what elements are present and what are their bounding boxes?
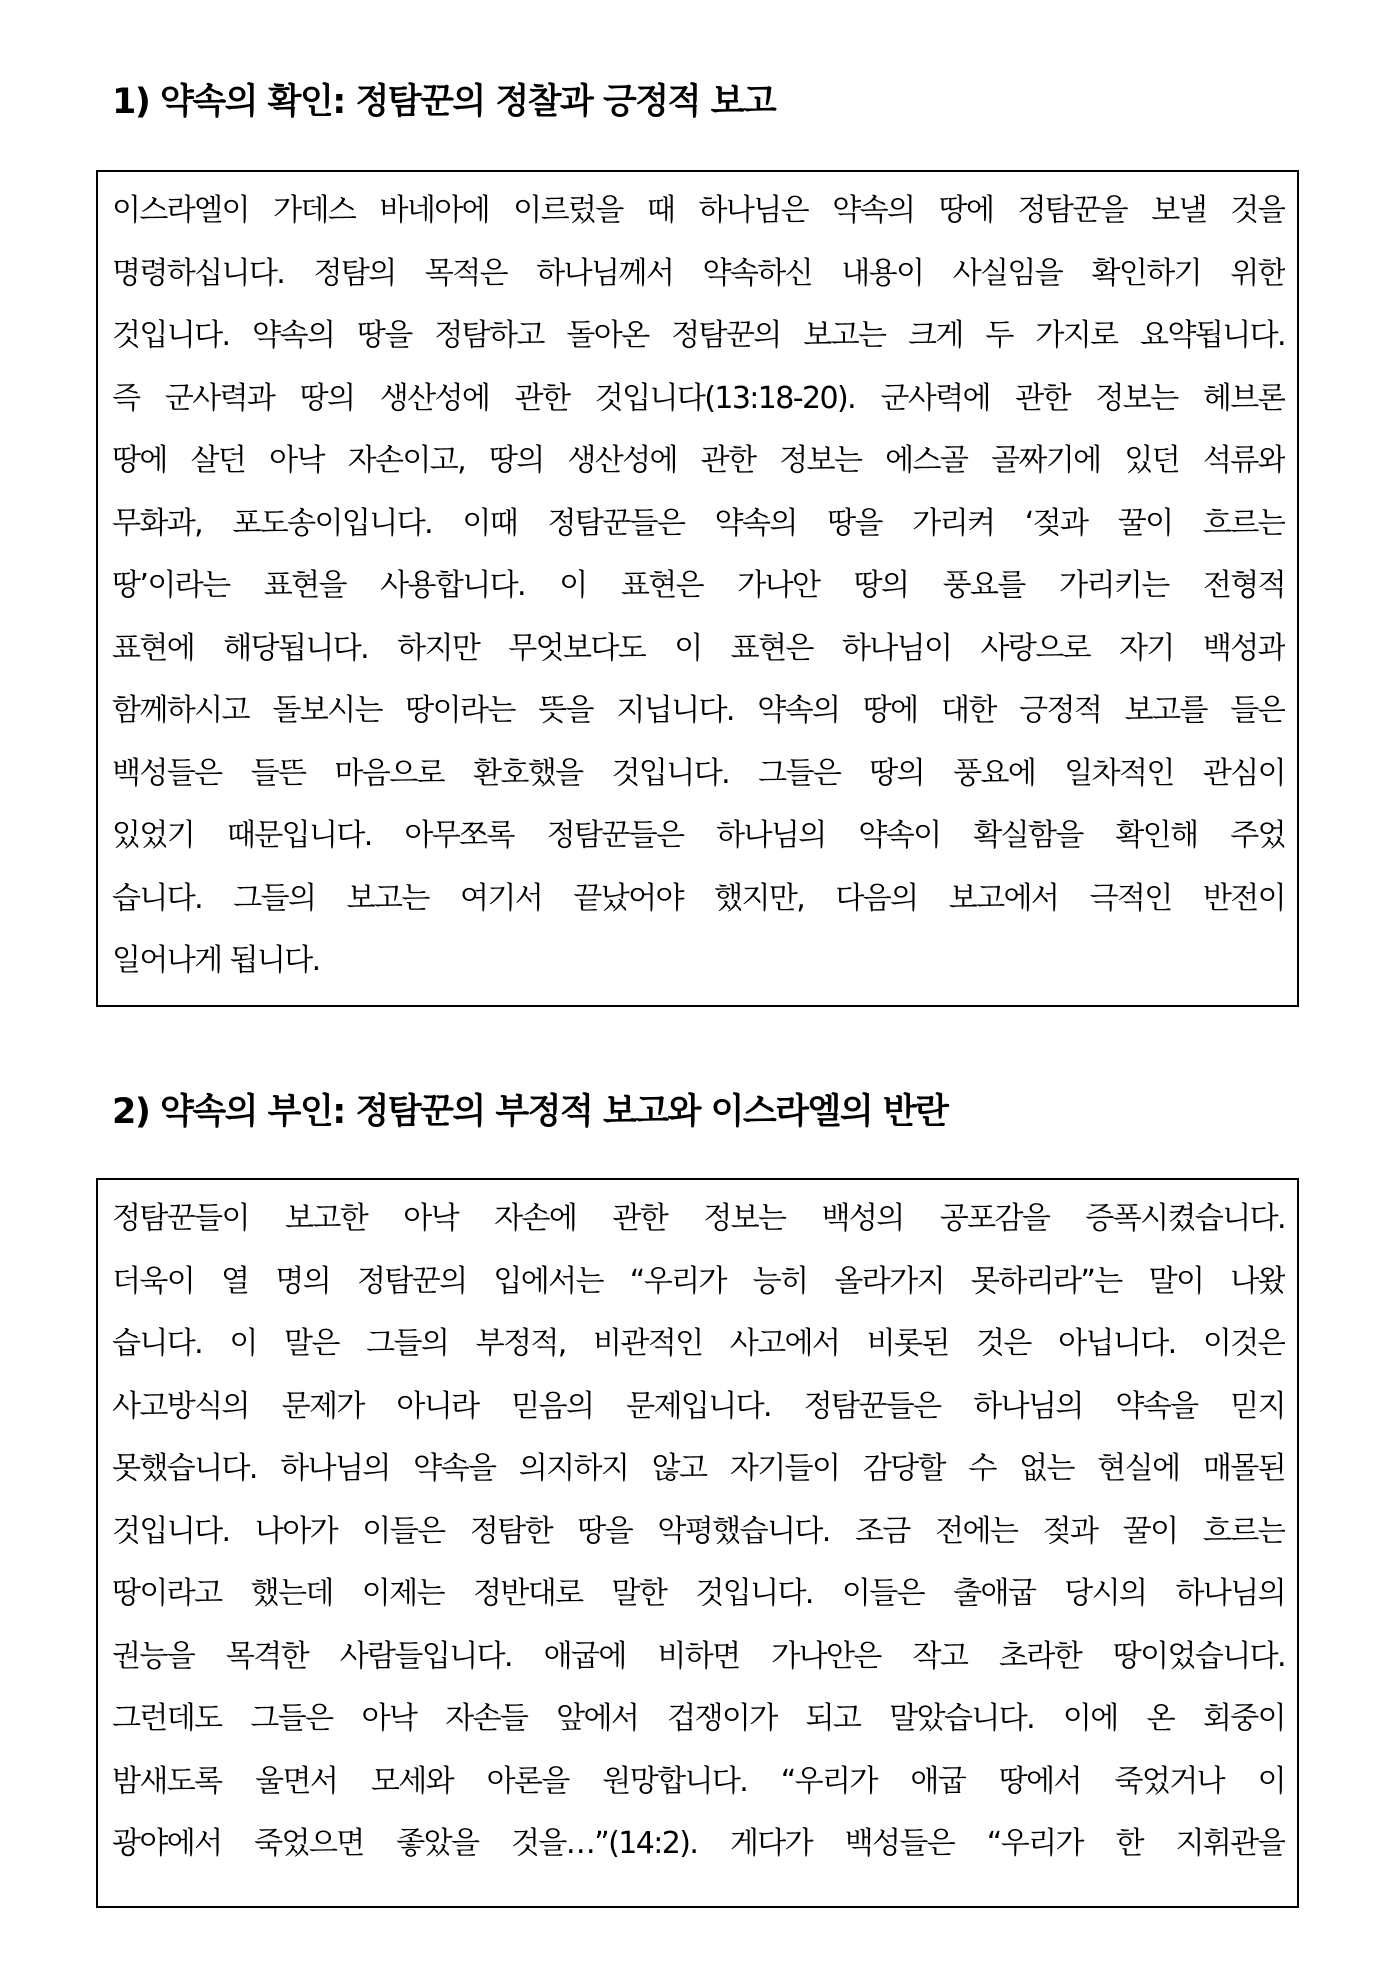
text-box-section-1 bbox=[96, 170, 1299, 1007]
paragraph-line: 사고방식의 문제가 아니라 믿음의 문제입니다. 정탐꾼들은 하나님의 약속을 믿지 bbox=[112, 1388, 1285, 1424]
paragraph-line: 무화과, 포도송이입니다. 이때 정탐꾼들은 약속의 땅을 가리켜 ‘젖과 꿀이 흐르는 bbox=[112, 505, 1285, 541]
paragraph-line: 땅이라고 했는데 이제는 정반대로 말한 것입니다. 이들은 출애굽 당시의 하나님의 bbox=[112, 1576, 1285, 1611]
paragraph-line: 땅’이라는 표현을 사용합니다. 이 표현은 가나안 땅의 풍요를 가리키는 전형적 bbox=[112, 568, 1285, 603]
section-title-promise-confirmation: 1) 약속의 확인: 정탐꾼의 정찰과 긍정적 보고 bbox=[112, 82, 776, 122]
paragraph-line: 권능을 목격한 사람들입니다. 애굽에 비하면 가나안은 작고 초라한 땅이었습니다. bbox=[112, 1638, 1285, 1674]
paragraph-line: 즉 군사력과 땅의 생산성에 관한 것입니다(13:18-20). 군사력에 관한 정보는 헤브론 bbox=[112, 380, 1285, 416]
paragraph-line: 백성들은 들뜬 마음으로 환호했을 것입니다. 그들은 땅의 풍요에 일차적인 관심이 bbox=[112, 755, 1285, 791]
section-title-promise-denial: 2) 약속의 부인: 정탐꾼의 부정적 보고와 이스라엘의 반란 bbox=[112, 1092, 948, 1132]
paragraph-line: 정탐꾼들이 보고한 아낙 자손에 관한 정보는 백성의 공포감을 증폭시켰습니다. bbox=[112, 1201, 1285, 1236]
paragraph-line: 못했습니다. 하나님의 약속을 의지하지 않고 자기들이 감당할 수 없는 현실에 매몰된 bbox=[112, 1451, 1285, 1486]
paragraph-line: 땅에 살던 아낙 자손이고, 땅의 생산성에 관한 정보는 에스골 골짜기에 있던 석류와 bbox=[112, 443, 1285, 478]
paragraph-line: 그런데도 그들은 아낙 자손들 앞에서 겁쟁이가 되고 말았습니다. 이에 온 회중이 bbox=[112, 1701, 1285, 1736]
paragraph-line: 습니다. 이 말은 그들의 부정적, 비관적인 사고에서 비롯된 것은 아닙니다. 이것은 bbox=[112, 1326, 1285, 1361]
paragraph-line: 광야에서 죽었으면 좋았을 것을…”(14:2). 게다가 백성들은 “우리가 한 지휘관을 bbox=[112, 1826, 1285, 1861]
paragraph-line: 표현에 해당됩니다. 하지만 무엇보다도 이 표현은 하나님이 사랑으로 자기 백성과 bbox=[112, 630, 1285, 666]
text-box-section-2 bbox=[96, 1178, 1299, 1908]
paragraph-line: 더욱이 열 명의 정탐꾼의 입에서는 “우리가 능히 올라가지 못하리라”는 말이 나왔 bbox=[112, 1263, 1285, 1299]
paragraph-line: 습니다. 그들의 보고는 여기서 끝났어야 했지만, 다음의 보고에서 극적인 반전이 bbox=[112, 880, 1285, 916]
paragraph-line: 이스라엘이 가데스 바네아에 이르렀을 때 하나님은 약속의 땅에 정탐꾼을 보낼 것을 bbox=[112, 193, 1285, 228]
paragraph-line: 함께하시고 돌보시는 땅이라는 뜻을 지닙니다. 약속의 땅에 대한 긍정적 보고를 들은 bbox=[112, 693, 1285, 728]
paragraph-line: 밤새도록 울면서 모세와 아론을 원망합니다. “우리가 애굽 땅에서 죽었거나 이 bbox=[112, 1763, 1285, 1799]
paragraph-line: 일어나게 됩니다. bbox=[112, 943, 320, 978]
paragraph-line: 것입니다. 약속의 땅을 정탐하고 돌아온 정탐꾼의 보고는 크게 두 가지로 요약됩니다. bbox=[112, 318, 1285, 353]
paragraph-line: 것입니다. 나아가 이들은 정탐한 땅을 악평했습니다. 조금 전에는 젖과 꿀이 흐르는 bbox=[112, 1513, 1285, 1549]
paragraph-line: 있었기 때문입니다. 아무쪼록 정탐꾼들은 하나님의 약속이 확실함을 확인해 주었 bbox=[112, 818, 1285, 853]
paragraph-line: 명령하십니다. 정탐의 목적은 하나님께서 약속하신 내용이 사실임을 확인하기 위한 bbox=[112, 255, 1285, 291]
